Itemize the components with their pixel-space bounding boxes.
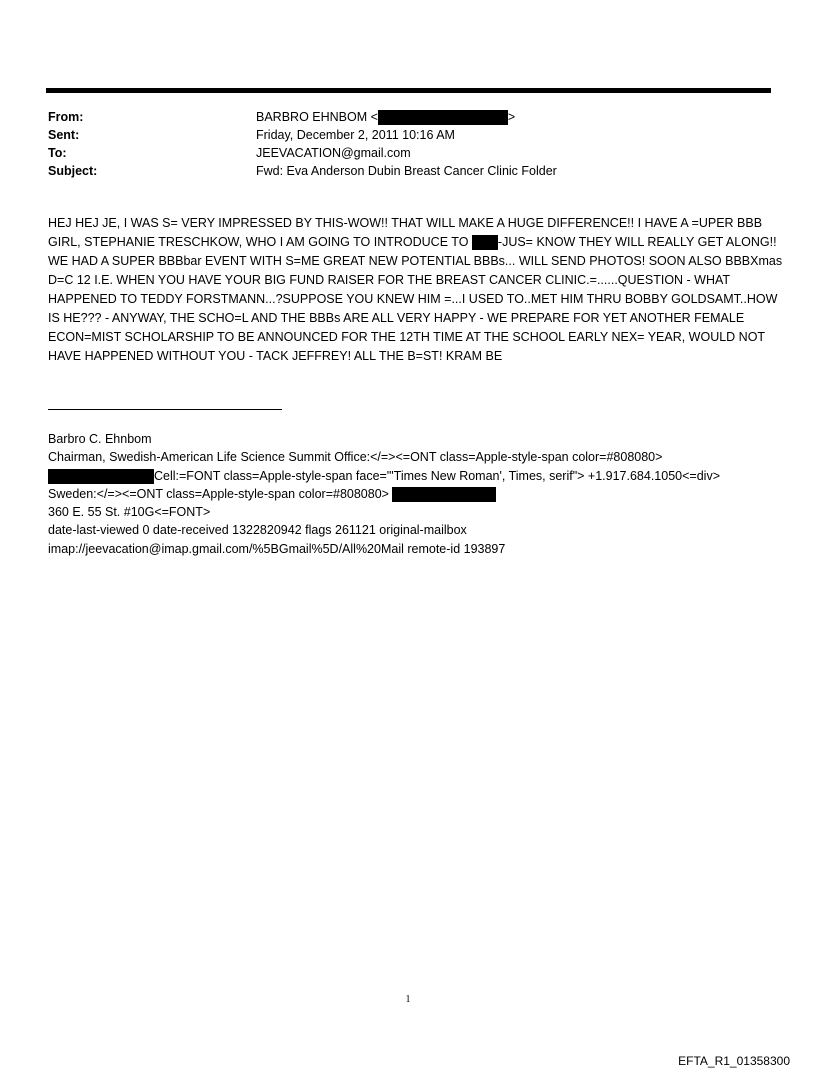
signature-line-part: Cell:=FONT class=Apple-style-span face="'Times New Roman', Times, serif"> +1.917.684.1050<=div> bbox=[154, 468, 720, 483]
body-line: ECON=MIST SCHOLARSHIP TO BE ANNOUNCED FOR THE 12TH TIME AT THE SCHOOL EARLY NEX= YEAR, WOULD NOT bbox=[48, 330, 766, 344]
signature-block bbox=[48, 430, 788, 558]
to-label: To: bbox=[48, 146, 67, 160]
body-line: HAPPENED TO TEDDY FORSTMANN...?SUPPOSE YOU KNEW HIM =...I USED TO..MET HIM THRU BOBBY GOLDSAMT..HOW bbox=[48, 292, 778, 306]
sent-value: Friday, December 2, 2011 10:16 AM bbox=[256, 128, 455, 142]
body-line-part: GIRL, STEPHANIE TRESCHKOW, WHO I AM GOING TO INTRODUCE TO bbox=[48, 235, 472, 249]
from-suffix: > bbox=[507, 110, 516, 124]
signature-line: 360 E. 55 St. #10G<=FONT> bbox=[48, 505, 211, 520]
header-top-rule bbox=[46, 88, 771, 93]
signature-line-part: Sweden:</=><=ONT class=Apple-style-span color=#808080> bbox=[48, 486, 393, 501]
body-line: WE HAD A SUPER BBBbar EVENT WITH S=ME GREAT NEW POTENTIAL BBBs... WILL SEND PHOTOS! SOON ALSO BBBXmas bbox=[48, 254, 783, 268]
to-value: JEEVACATION@gmail.com bbox=[256, 146, 411, 160]
signature-name: Barbro C. Ehnbom bbox=[48, 432, 152, 446]
signature-line: Chairman, Swedish-American Life Science Summit Office:</=><=ONT class=Apple-style-span color=#808080> bbox=[48, 450, 663, 465]
redaction-from-email bbox=[378, 110, 508, 125]
body-line-part: -JUS= KNOW THEY WILL REALLY GET ALONG!! bbox=[497, 235, 777, 249]
from-label: From: bbox=[48, 110, 84, 124]
from-value bbox=[256, 108, 515, 126]
sent-label: Sent: bbox=[48, 128, 80, 142]
signature-line bbox=[48, 485, 788, 503]
body-line bbox=[48, 233, 777, 252]
subject-label: Subject: bbox=[48, 164, 98, 178]
document-id: EFTA_R1_01358300 bbox=[678, 1054, 790, 1068]
redaction-office-phone bbox=[48, 469, 154, 484]
redaction-body-name bbox=[472, 235, 498, 250]
body-line: D=C 12 I.E. WHEN YOU HAVE YOUR BIG FUND RAISER FOR THE BREAST CANCER CLINIC.=......QUESTION - WHAT bbox=[48, 273, 731, 287]
from-name: BARBRO EHNBOM < bbox=[256, 110, 378, 124]
body-line: HAVE HAPPENED WITHOUT YOU - TACK JEFFREY! ALL THE B=ST! KRAM BE bbox=[48, 349, 503, 363]
signature-line bbox=[48, 467, 788, 485]
signature-line: date-last-viewed 0 date-received 1322820942 flags 261121 original-mailbox bbox=[48, 523, 467, 538]
body-line: HEJ HEJ JE, I WAS S= VERY IMPRESSED BY THIS-WOW!! THAT WILL MAKE A HUGE DIFFERENCE!! I HAVE A =UPER BBB bbox=[48, 216, 763, 230]
redaction-sweden-phone bbox=[392, 487, 496, 502]
subject-value: Fwd: Eva Anderson Dubin Breast Cancer Clinic Folder bbox=[256, 164, 557, 178]
signature-line: imap://jeevacation@imap.gmail.com/%5BGmail%5D/All%20Mail remote-id 193897 bbox=[48, 541, 506, 556]
body-line: IS HE??? - ANYWAY, THE SCHO=L AND THE BBBs ARE ALL VERY HAPPY - WE PREPARE FOR YET ANOTHER FEMALE bbox=[48, 311, 745, 325]
message-body bbox=[48, 214, 783, 366]
signature-rule bbox=[48, 409, 282, 410]
page-number: 1 bbox=[405, 994, 411, 1005]
